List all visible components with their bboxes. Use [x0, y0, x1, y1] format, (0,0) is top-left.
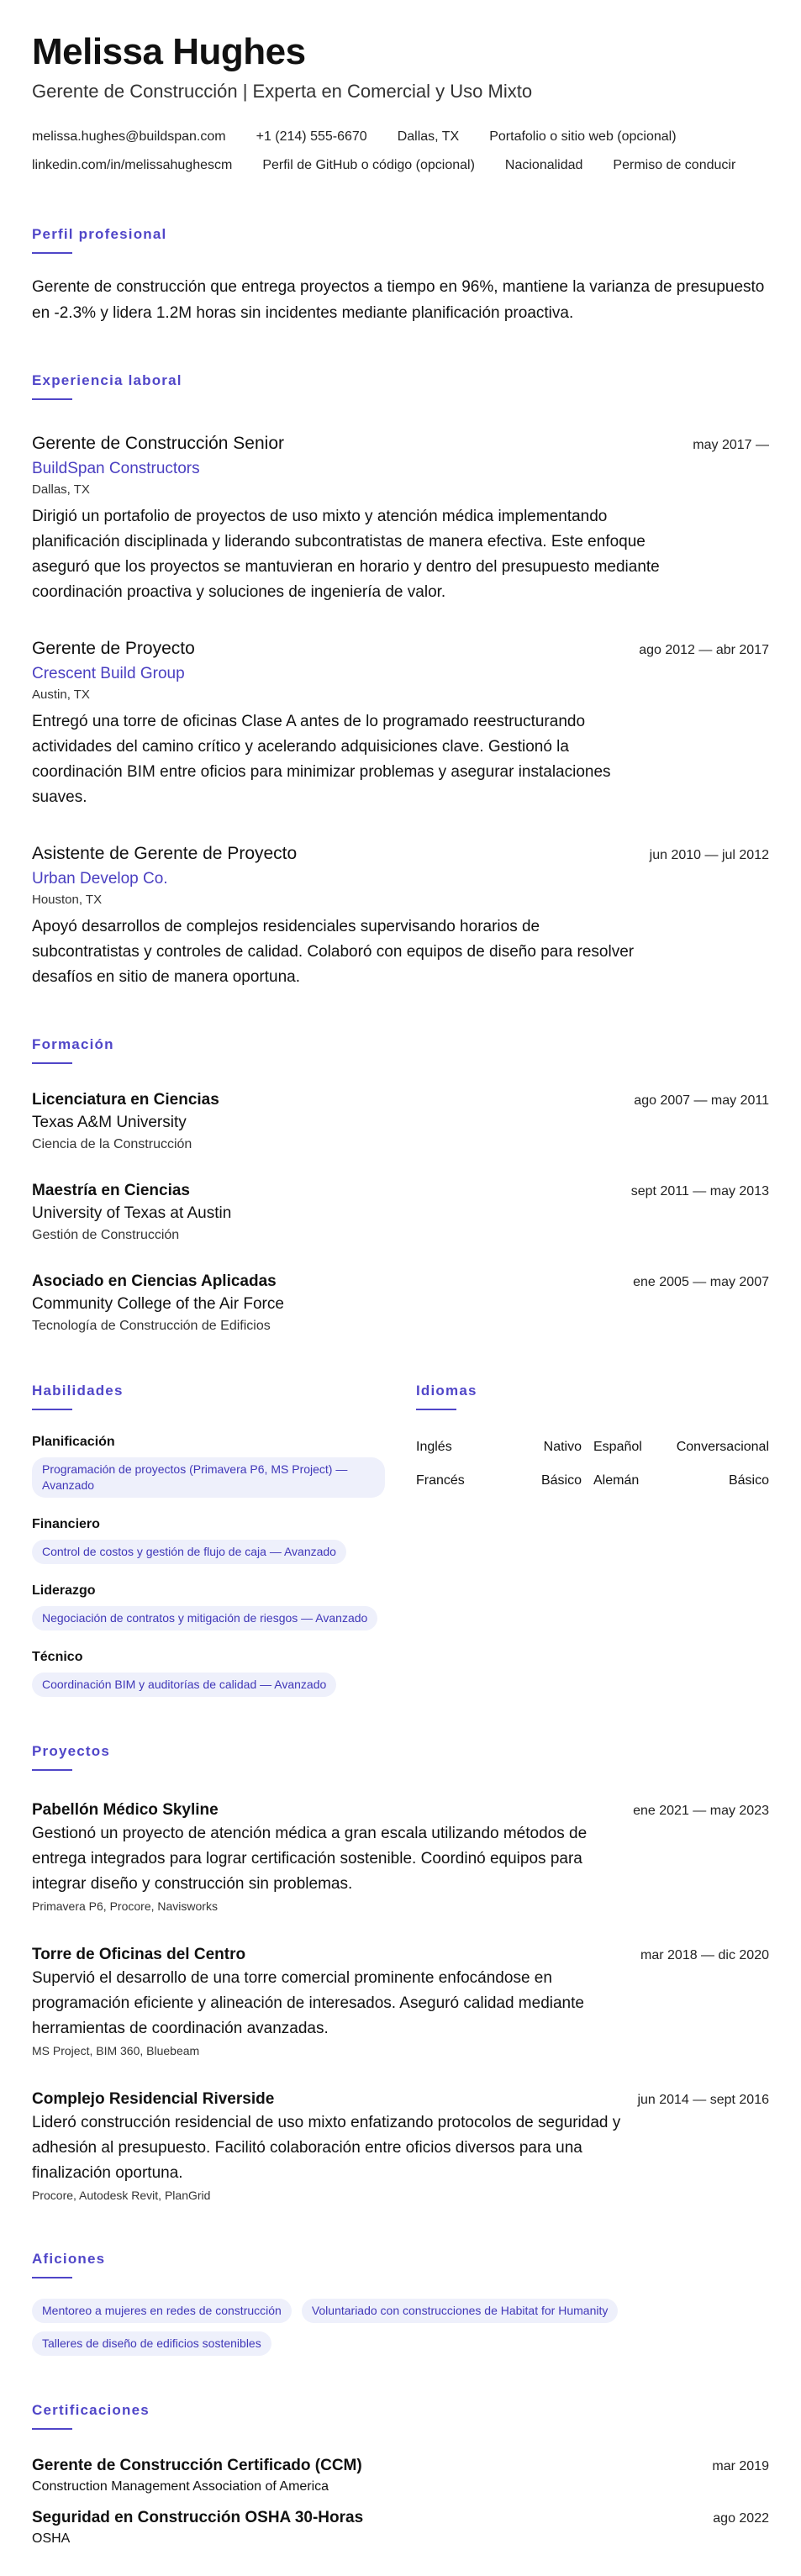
section-divider	[32, 2428, 72, 2430]
job-date: jun 2010 — jul 2012	[649, 848, 769, 862]
job-company: Urban Develop Co.	[32, 870, 168, 888]
skill-pill: Negociación de contratos y mitigación de riesgos — Avanzado	[32, 1606, 377, 1630]
project-tools: Primavera P6, Procore, Navisworks	[32, 1899, 218, 1913]
project-description: Lideró construcción residencial de uso mixto enfatizando protocolos de seguridad y adhesión al presupuesto. Facilitó colaboración entre oficios diversos para una finalización oportuna.	[32, 2114, 621, 2182]
education-degree: Asociado en Ciencias Aplicadas	[32, 1272, 277, 1290]
job-location: Houston, TX	[32, 893, 103, 907]
language-name: Alemán	[593, 1473, 640, 1488]
contact-portfolio[interactable]: Portafolio o sitio web (opcional)	[489, 129, 677, 144]
skill-pill: Control de costos y gestión de flujo de caja — Avanzado	[32, 1540, 346, 1564]
job-company: BuildSpan Constructors	[32, 460, 200, 477]
experience-section	[32, 371, 769, 990]
project-date: ene 2021 — may 2023	[633, 1804, 769, 1818]
contact-email[interactable]: melissa.hughes@buildspan.com	[32, 129, 226, 144]
certification-issuer: OSHA	[32, 2531, 71, 2546]
contact-list	[32, 123, 769, 180]
skill-category: Liderazgo	[32, 1583, 96, 1598]
job-date: may 2017 —	[693, 438, 769, 452]
education-field: Ciencia de la Construcción	[32, 1137, 192, 1151]
section-title-projects: Proyectos	[32, 1743, 111, 1759]
hobbies-section	[32, 2250, 769, 2356]
job-company: Crescent Build Group	[32, 665, 185, 682]
education-degree: Licenciatura en Ciencias	[32, 1091, 219, 1109]
certification-date: mar 2019	[712, 2459, 769, 2473]
section-title-certifications: Certificaciones	[32, 2402, 150, 2418]
language-row	[416, 1464, 769, 1498]
project-title: Pabellón Médico Skyline	[32, 1801, 219, 1819]
hobby-pill: Talleres de diseño de edificios sostenibles	[32, 2331, 271, 2356]
project-tools: MS Project, BIM 360, Bluebeam	[32, 2044, 200, 2057]
section-title-languages: Idiomas	[416, 1383, 477, 1399]
skill-category: Planificación	[32, 1435, 115, 1449]
skill-category: Financiero	[32, 1517, 100, 1531]
skill-group	[32, 1647, 385, 1697]
job-title: Asistente de Gerente de Proyecto	[32, 844, 298, 863]
job-description: Dirigió un portafolio de proyectos de uso mixto y atención médica implementando planificación disciplinada y liderando subcontratistas de manera efectiva. Este enfoque aseguró que los proyectos se mantuvieran en horario y dentro del presupuesto mediante coordinación proactiva y soluciones de ingeniería de valor.	[32, 508, 660, 601]
language-name: Español	[593, 1440, 642, 1454]
section-divider	[32, 252, 72, 254]
contact-linkedin[interactable]: linkedin.com/in/melissahughescm	[32, 158, 233, 172]
certification-date: ago 2022	[713, 2511, 769, 2526]
candidate-headline: Gerente de Construcción | Experta en Comercial y Uso Mixto	[32, 81, 533, 102]
project-description: Gestionó un proyecto de atención médica a gran escala utilizando métodos de entrega integrados para lograr certificación sostenible. Coordinó equipos para integrar diseño y construcción sin problemas.	[32, 1825, 588, 1893]
language-level: Nativo	[543, 1440, 582, 1454]
education-section	[32, 1035, 769, 1336]
candidate-name: Melissa Hughes	[32, 31, 306, 72]
section-divider	[32, 1769, 72, 1771]
certification-entry	[32, 2455, 769, 2497]
education-field: Tecnología de Construcción de Edificios	[32, 1319, 271, 1333]
hobby-pill: Voluntariado con construcciones de Habitat for Humanity	[302, 2299, 619, 2323]
job-title: Gerente de Construcción Senior	[32, 434, 284, 453]
skills-section	[32, 1336, 385, 1697]
project-entry	[32, 2089, 769, 2205]
project-entry	[32, 1799, 769, 1915]
project-date: mar 2018 — dic 2020	[640, 1948, 769, 1962]
skill-pill: Programación de proyectos (Primavera P6, MS Project) — Avanzado	[32, 1457, 385, 1498]
language-level: Básico	[728, 1473, 769, 1488]
language-name: Francés	[416, 1473, 465, 1488]
section-title-profile: Perfil profesional	[32, 226, 167, 242]
job-location: Dallas, TX	[32, 482, 90, 497]
projects-section	[32, 1742, 769, 2205]
resume-header	[32, 30, 769, 180]
skill-category: Técnico	[32, 1650, 83, 1664]
education-school: University of Texas at Austin	[32, 1204, 232, 1222]
education-degree: Maestría en Ciencias	[32, 1182, 190, 1199]
profile-summary: Gerente de construcción que entrega proyectos a tiempo en 96%, mantiene la varianza de presupuesto en -2.3% y lidera 1.2M horas sin incidentes mediante planificación proactiva.	[32, 278, 765, 322]
languages-table	[416, 1430, 769, 1498]
certification-entry	[32, 2507, 769, 2549]
profile-section	[32, 225, 769, 326]
project-description: Supervió el desarrollo de una torre comercial prominente enfocándose en programación eficiente y alineación de interesados. Aseguró calidad mediante herramientas de coordinación avanzadas.	[32, 1969, 584, 2037]
project-title: Torre de Oficinas del Centro	[32, 1946, 246, 1963]
skill-group	[32, 1581, 385, 1630]
certifications-section	[32, 2401, 769, 2549]
skill-pill: Coordinación BIM y auditorías de calidad — Avanzado	[32, 1673, 336, 1697]
section-title-hobbies: Aficiones	[32, 2251, 106, 2267]
job-description: Apoyó desarrollos de complejos residenciales supervisando horarios de subcontratistas y controles de calidad. Colaboró con equipos de diseño para resolver desafíos en sitio de manera oportuna.	[32, 918, 635, 986]
section-divider	[32, 1062, 72, 1064]
skills-languages-row	[32, 1336, 769, 1697]
job-entry	[32, 637, 769, 810]
section-title-education: Formación	[32, 1036, 114, 1052]
project-title: Complejo Residencial Riverside	[32, 2090, 275, 2108]
section-divider	[32, 2277, 72, 2278]
project-tools: Procore, Autodesk Revit, PlanGrid	[32, 2189, 211, 2202]
contact-location: Dallas, TX	[397, 129, 460, 144]
job-description: Entregó una torre de oficinas Clase A antes de lo programado reestructurando actividades del camino crítico y acelerando adquisiciones clave. Gestionó la coordinación BIM entre oficios para minimizar problemas y asegurar instalaciones suaves.	[32, 713, 611, 806]
language-row	[416, 1430, 769, 1464]
job-entry	[32, 842, 769, 990]
education-school: Texas A&M University	[32, 1114, 187, 1131]
section-divider	[32, 398, 72, 400]
certification-name: Gerente de Construcción Certificado (CCM)	[32, 2457, 362, 2474]
contact-github[interactable]: Perfil de GitHub o código (opcional)	[262, 158, 475, 172]
education-entry	[32, 1180, 769, 1246]
languages-section	[416, 1336, 769, 1697]
certification-issuer: Construction Management Association of America	[32, 2479, 329, 2494]
education-entry	[32, 1271, 769, 1336]
section-divider	[32, 1409, 72, 1410]
job-entry	[32, 432, 769, 605]
job-title: Gerente de Proyecto	[32, 639, 195, 658]
project-entry	[32, 1944, 769, 2060]
education-date: ene 2005 — may 2007	[633, 1275, 769, 1289]
education-school: Community College of the Air Force	[32, 1295, 284, 1313]
job-date: ago 2012 — abr 2017	[639, 643, 769, 657]
section-title-skills: Habilidades	[32, 1383, 124, 1399]
hobby-list	[32, 2290, 738, 2356]
skill-group	[32, 1432, 385, 1498]
section-divider	[416, 1409, 456, 1410]
education-date: sept 2011 — may 2013	[630, 1184, 769, 1198]
education-date: ago 2007 — may 2011	[634, 1093, 769, 1108]
contact-phone[interactable]: +1 (214) 555-6670	[256, 129, 367, 144]
contact-driving-license: Permiso de conducir	[613, 158, 736, 172]
hobby-pill: Mentoreo a mujeres en redes de construcción	[32, 2299, 292, 2323]
project-date: jun 2014 — sept 2016	[637, 2093, 769, 2107]
language-level: Conversacional	[676, 1440, 769, 1454]
skill-group	[32, 1515, 385, 1564]
section-title-experience: Experiencia laboral	[32, 372, 182, 388]
education-field: Gestión de Construcción	[32, 1228, 180, 1242]
language-name: Inglés	[416, 1440, 452, 1454]
job-location: Austin, TX	[32, 687, 90, 702]
contact-nationality: Nacionalidad	[504, 158, 583, 172]
education-entry	[32, 1089, 769, 1155]
certification-name: Seguridad en Construcción OSHA 30-Horas	[32, 2509, 364, 2526]
language-level: Básico	[540, 1473, 582, 1488]
